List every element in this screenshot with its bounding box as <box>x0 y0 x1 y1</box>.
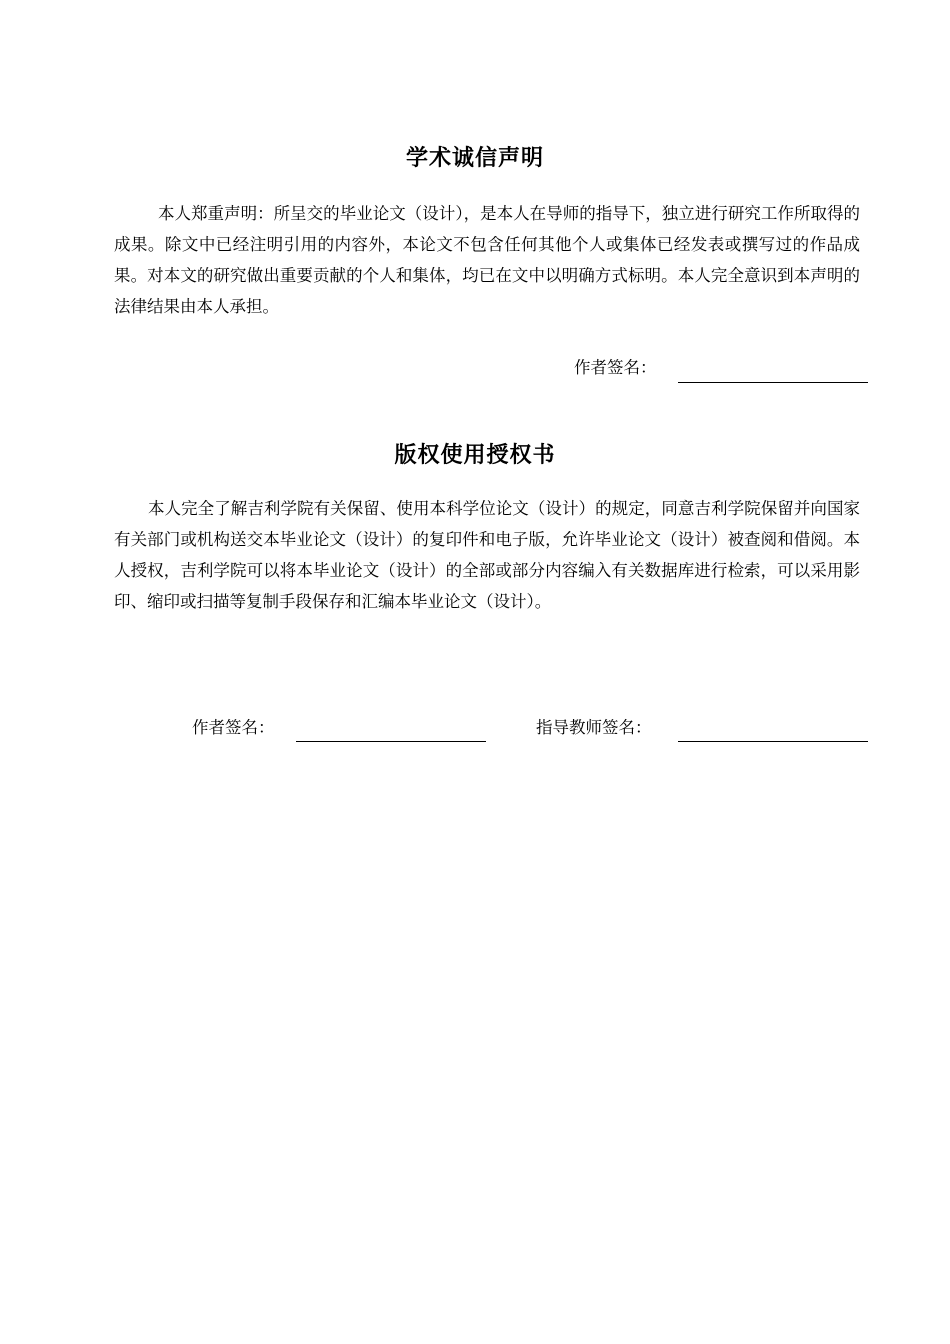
copyright-author-sign-line[interactable] <box>296 741 486 742</box>
integrity-title: 学术诚信声明 <box>405 146 544 171</box>
copyright-author-sign-label: 作者签名： <box>192 718 275 737</box>
integrity-body: 本人郑重声明：所呈交的毕业论文（设计），是本人在导师的指导下，独立进行研究工作所取得的成果。除文中已经注明引用的内容外，本论文不包含任何其他个人或集体已经发表或撰写过的作品成果。对本文的研究做出重要贡献的个人和集体，均已在文中以明确方式标明。本人完全意识到本声明的法律结果由本人承担。 <box>114 204 860 316</box>
copyright-title: 版权使用授权书 <box>394 443 556 468</box>
copyright-advisor-sign-label: 指导教师签名： <box>536 718 652 737</box>
copyright-advisor-sign-line[interactable] <box>678 741 868 742</box>
copyright-body: 本人完全了解吉利学院有关保留、使用本科学位论文（设计）的规定，同意吉利学院保留并向国家有关部门或机构送交本毕业论文（设计）的复印件和电子版，允许毕业论文（设计）被查阅和借阅。本人授权，吉利学院可以将本毕业论文（设计）的全部或部分内容编入有关数据库进行检索，可以采用影印、缩印或扫描等复制手段保存和汇编本毕业论文（设计）。 <box>114 499 860 611</box>
integrity-author-sign-label: 作者签名： <box>574 358 657 377</box>
integrity-author-sign-line[interactable] <box>678 382 868 383</box>
